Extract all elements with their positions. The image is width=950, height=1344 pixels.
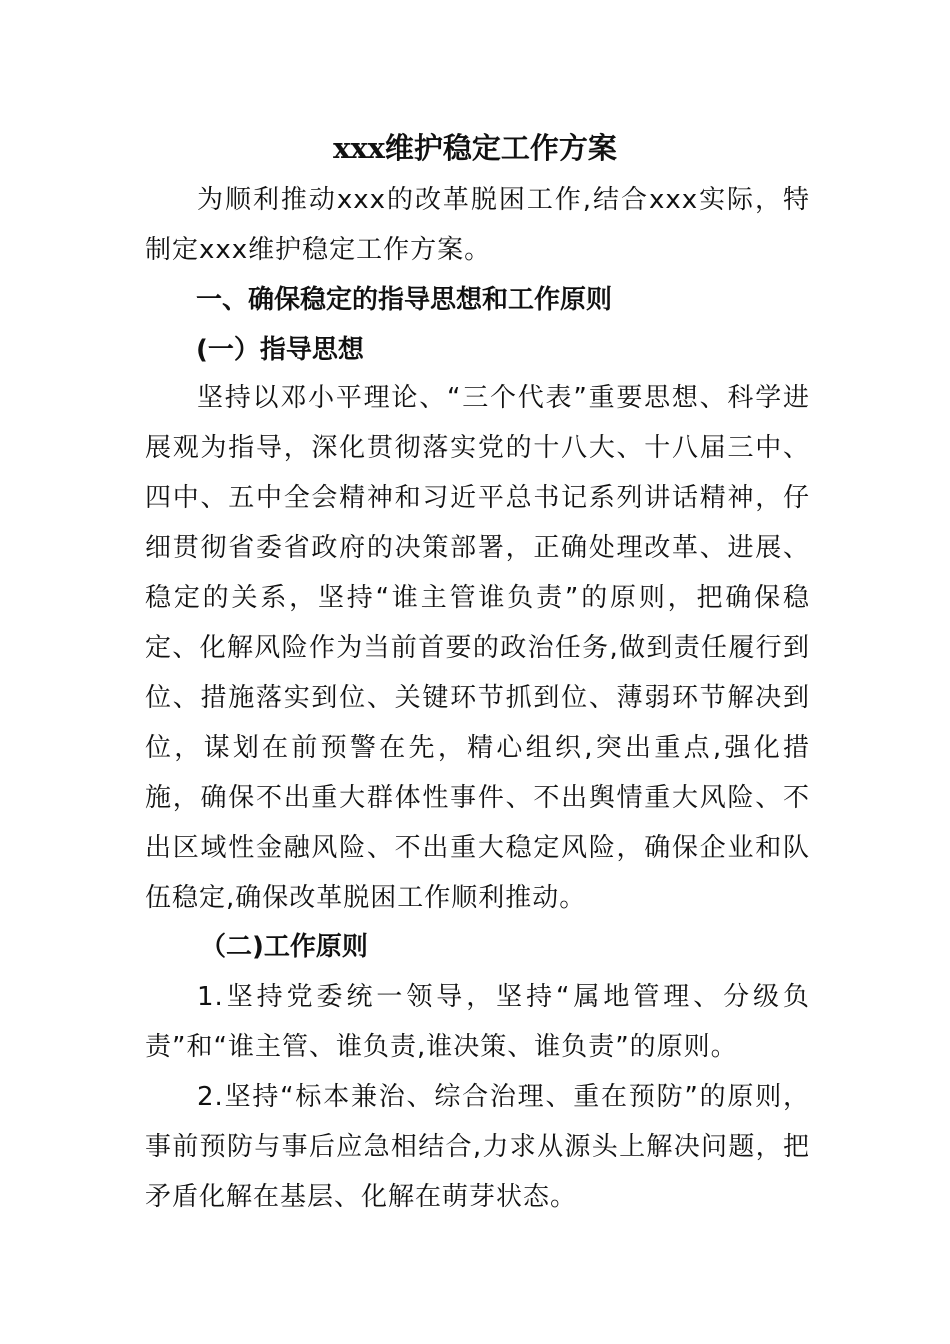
- principle-2-paragraph: [145, 1072, 810, 1222]
- intro-paragraph: [145, 175, 810, 275]
- principle-1-paragraph: [145, 972, 810, 1072]
- subsection-heading-guiding-ideology: (一）指导思想: [196, 335, 364, 365]
- section-heading-1: 一、确保稳定的指导思想和工作原则: [196, 285, 613, 315]
- subsection-heading-work-principles: （二)工作原则: [200, 932, 368, 962]
- guiding-ideology-paragraph: [145, 373, 810, 923]
- intro-text: 为顺利推动xxx的改革脱困工作,结合xxx实际，特制定xxx维护稳定工作方案。: [145, 185, 810, 265]
- guiding-ideology-text: 坚持以邓小平理论、“三个代表”重要思想、科学进展观为指导，深化贯彻落实党的十八大、十八届三中、四中、五中全会精神和习近平总书记系列讲话精神，仔细贯彻省委省政府的决策部署，正确处理改革、进展、稳定的关系，坚持“谁主管谁负责”的原则，把确保稳定、化解风险作为当前首要的政治任务,做到责任履行到位、措施落实到位、关键环节抓到位、薄弱环节解决到位，谋划在前预警在先，精心组织,突出重点,强化措施，确保不出重大群体性事件、不出舆情重大风险、不出区域性金融风险、不出重大稳定风险，确保企业和队伍稳定,确保改革脱困工作顺利推动。: [145, 383, 810, 913]
- document-title: xxx维护稳定工作方案: [333, 131, 617, 165]
- principle-1-text: 1.坚持党委统一领导，坚持“属地管理、分级负责”和“谁主管、谁负责,谁决策、谁负责”的原则。: [145, 982, 810, 1062]
- principle-2-text: 2.坚持“标本兼治、综合治理、重在预防”的原则，事前预防与事后应急相结合,力求从源头上解决问题，把矛盾化解在基层、化解在萌芽状态。: [145, 1082, 810, 1212]
